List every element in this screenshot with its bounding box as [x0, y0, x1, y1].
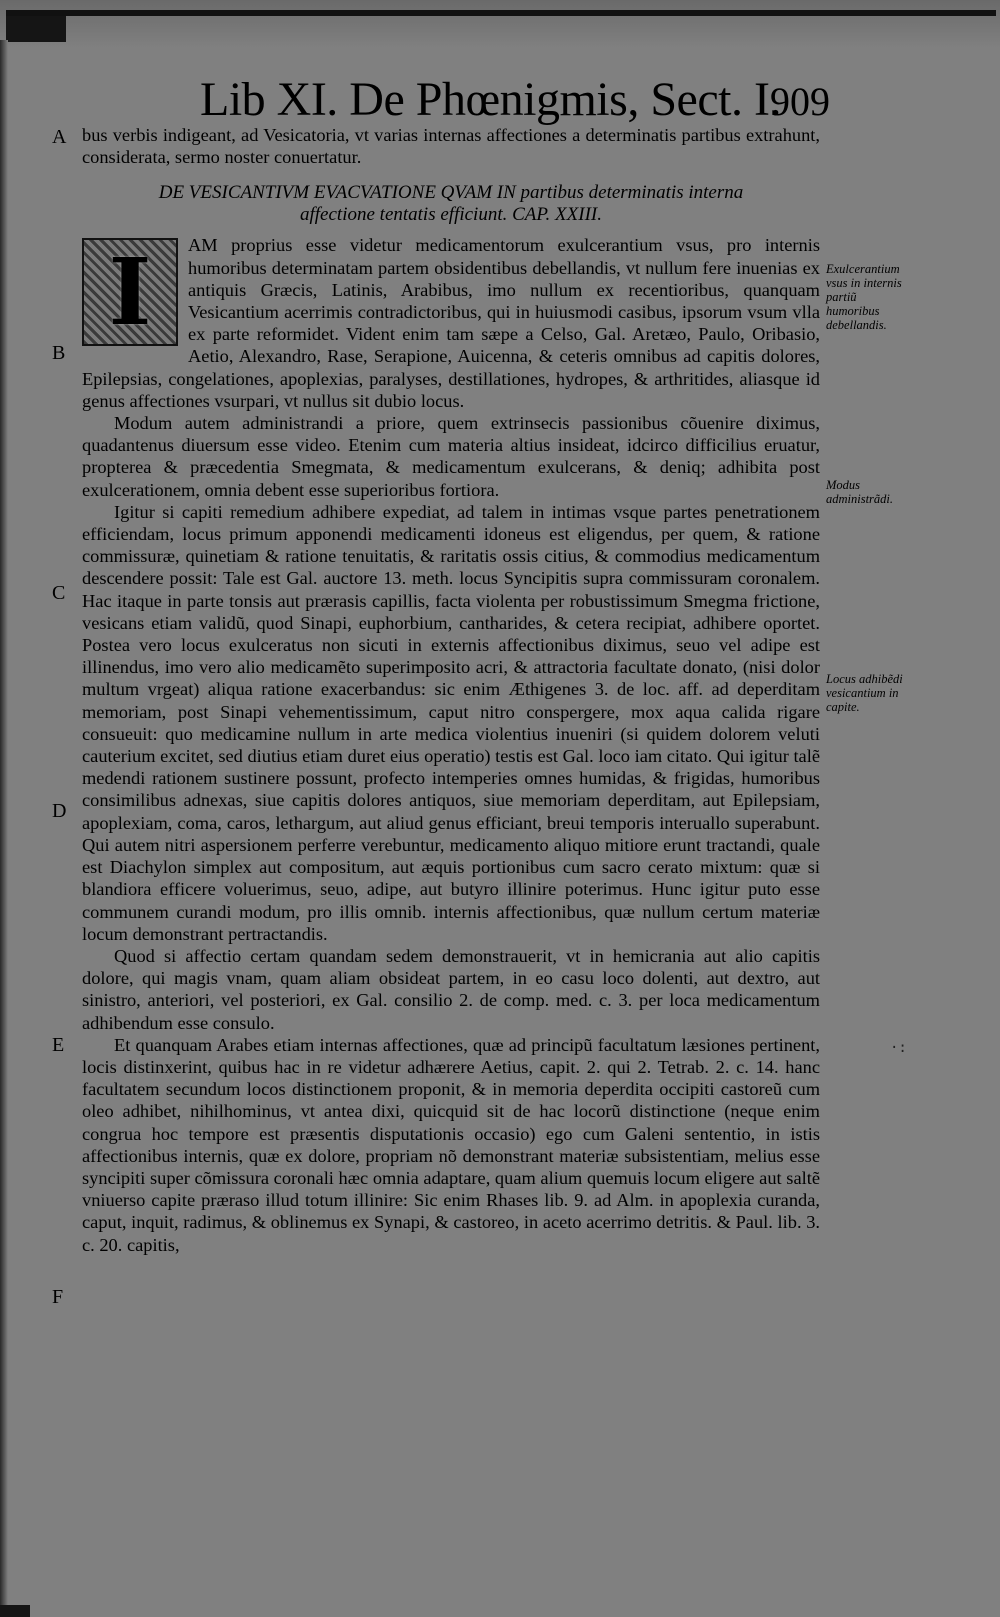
- stray-ink-mark: ·:: [890, 1040, 907, 1056]
- chapter-title: DE VESICANTIVM EVACVATIONE QVAM IN partibus determinatis interna affectione tentatis efficiunt. CAP. XXIII.: [158, 182, 744, 226]
- paragraph-2: Modum autem administrandi a priore, quem extrinsecis passionibus cõuenire diximus, quadantenus diuersum esse video. Etenim cum materia altius insideat, idcirco difficilius eruatur, propterea & præcedentia Smegmata, & medicamentum exulcerans, & deniq; adhibita post exulcerationem, omnia debent esse superioribus fortiora.: [82, 413, 820, 500]
- paragraph-3: Igitur si capiti remedium adhibere expediat, ad talem in intimas vsque partes penetrationem efficiendam, locus primum apponendi medicamenti idoneus est eligendus, per quem, & ratione commissuræ, quinetiam & ratione tenuitatis, & raritatis ossis citius, & commodius medicamentum descendere possit: Tale est Gal. auctore 13. meth. locus Syncipitis supra commissuram coronalem. Hac itaque in parte tonsis aut prærasis capillis, facta violenta per robustissimum Smegma frictione, vesicans etiam validũ, quod Sinapi, euphorbium, cantharides, & cetera recipiat, adhibere oportet. Postea vero locus exulceratus non sicuti in externis affectionibus diximus, seuo vel adipe est illinendus, imo vero alio medicamẽto superimposito acri, & attractoria facultate donato, (nisi dolor multum vrgeat) aliqua ratione exacerbandus: sic enim Æthigenes 3. de loc. aff. ad deperditam memoriam, post Sinapi vehementissimum, caput nitro conspergere, mox aqua calida rigare consueuit: quo medicamine nullum in arte medica violentius inueniri (si quidem dolorem veluti cauterium excitet, sed diutius etiam duret eius operatio) testis est Gal. loco iam citato. Qui igitur talẽ medendi rationem sustinere possunt, profecto intemperies omnes humidas, & frigidas, humoribus consimilibus adnexas, siue capitis dolores antiquos, siue memoriam deperditam, aut Epilepsiam, apoplexiam, coma, caros, lethargum, aut aliud genus efficiant, breui temporis interuallo superabunt. Qui autem nitri aspersionem perferre verebuntur, medicamento aliquo mitiore erunt tractandi, quale est Diachylon simplex aut compositum, aut æquis portionibus cum sacro cerato mixtum: quæ si blandiora efficere voluerimus, seuo, adipe, aut butyro illinire poterimus. Hunc igitur puto esse communem curandi modum, pro illis omnib. internis affectionibus, quæ nullum certum materiæ locum demonstrant pertractandis.: [82, 501, 820, 944]
- first-paragraph: [82, 234, 820, 412]
- margin-letter-a: A: [52, 126, 67, 148]
- sidenote-1: Exulcerantium vsus in internis partiũ humoribus debellandis.: [826, 262, 902, 332]
- margin-letter-e: E: [52, 1034, 65, 1056]
- paragraph-1: AM proprius esse videtur medicamentorum exulcerantium vsus, pro internis humoribus determinatam partem obsidentibus debellandis, vt nullum fere inuenias ex antiquis Græcis, Latinis, Arabibus, imo nullum ex recentioribus, quanquam Vesicantium acerrimis contradictoribus, qui in huiusmodi casibus, ipsorum vsum vlla ex parte reformidet. Vident enim tam sæpe a Celso, Gal. Aretæo, Paulo, Oribasio, Aetio, Alexandro, Rase, Serapione, Auicenna, & ceteris omnibus ad capitis dolores, Epilepsias, congelationes, apoplexias, paralyses, destillationes, hydropes, & arthritides, aliasque id genus affectiones vsurpari, vt nullus sit dubio locus.: [82, 235, 820, 411]
- scan-top-border: [0, 0, 1000, 48]
- drop-cap-letter: I: [108, 238, 152, 347]
- scan-left-edge: [0, 40, 8, 1617]
- margin-letter-c: C: [52, 582, 66, 604]
- paragraph-4: Quod si affectio certam quandam sedem demonstrauerit, vt in hemicrania aut alio capitis dolore, qui magis vnam, quam aliam obsideat partem, in eo casu loco dolenti, aut dextro, aut sinistro, anteriori, vel posteriori, ex Gal. consilio 2. de comp. med. c. 3. per loca medicamentum adhibendum esse consulo.: [82, 945, 820, 1033]
- intro-paragraph: bus verbis indigeant, ad Vesicatoria, vt varias internas affectiones a determinatis partibus extrahunt, considerata, sermo noster conuertatur.: [82, 125, 820, 168]
- drop-cap-ornament: [82, 238, 178, 346]
- page-number: 909: [770, 79, 830, 124]
- margin-letter-f: F: [52, 1286, 64, 1308]
- margin-letter-d: D: [52, 800, 67, 822]
- margin-letter-b: B: [52, 342, 66, 364]
- sidenote-2: Modus administrãdi.: [826, 478, 894, 506]
- sidenote-3: Locus adhibẽdi vesicantium in capite.: [826, 672, 903, 714]
- top-rule: [6, 10, 996, 16]
- paragraph-5: Et quanquam Arabes etiam internas affectiones, quæ ad principũ facultatum læsiones pertinent, locis distinxerint, quibus hac in re videtur adhærere Aetius, capit. 2. qui 2. Tetrab. 2. c. 14. hanc facultatem secundum locos distinctionem proponit, & in memoria deperdita occipiti castoreũ cum oleo adhibet, nihilhominus, vt antea dixi, quicquid sit de hac locorũ distinctione (neque enim congrua hoc tempore est præsentis disputationis occasio) ego cum Galeni sententio, in istis affectionibus internis, quæ ex dolore, propriam nõ demonstrant materiæ subsistentiam, melius esse syncipiti super cõmissura coronali hæc omnia adaptare, quam alium quemuis locum eligere aut saltẽ vniuerso capite præraso illud totum illinire: Sic enim Rhases lib. 9. ad Alm. in apoplexia curanda, caput, inquit, radimus, & oblinemus ex Synapi, & castoreo, in aceto acerrimo detritis. & Paul. lib. 3. c. 20. capitis,: [82, 1034, 820, 1255]
- scan-bottom-corner: [0, 1605, 30, 1617]
- running-head: Lib XI. De Phœnigmis, Sect. I.: [200, 73, 781, 126]
- main-text: [82, 124, 820, 1256]
- scan-corner-shadow: [6, 16, 66, 42]
